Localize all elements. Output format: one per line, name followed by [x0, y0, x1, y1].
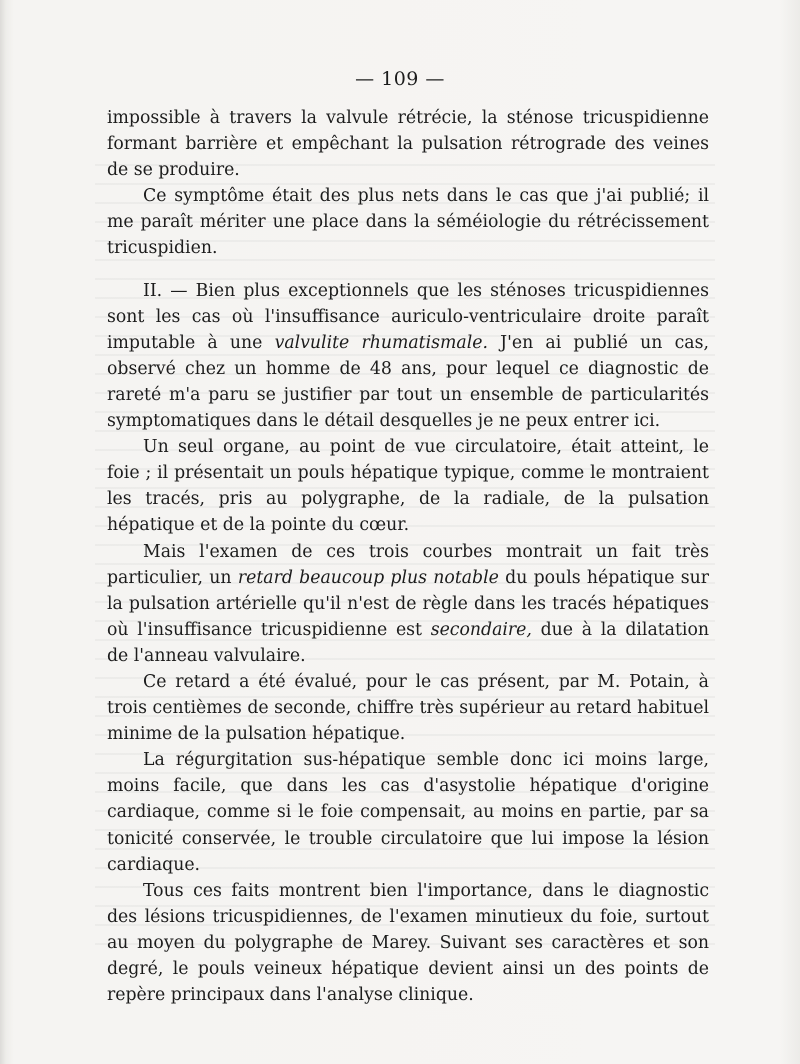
- paragraph-p1: [107, 105, 709, 183]
- paragraph-p3: [107, 278, 709, 435]
- paragraph-p7: [107, 747, 709, 877]
- text-run: Un seul organe, au point de vue circulatoire, était atteint, le foie ; il présentait un pouls hépatique typique, comme le montraient les tracés, pris au polygraphe, de la radiale, de la pulsation hépatique et de la pointe du cœur.: [107, 437, 709, 536]
- paragraph-p6: [107, 669, 709, 747]
- italic-text-run: valvulite rhumatismale.: [274, 332, 488, 353]
- text-run: Tous ces faits montrent bien l'importance, dans le diagnostic des lésions tricuspidiennes, de l'examen minutieux du foie, surtout au moyen du polygraphe de Marey. Suivant ses caractères et son degré, le pouls veineux hépatique devient ainsi un des points de repère principaux dans l'analyse clinique.: [107, 880, 709, 1006]
- text-run: du pouls hépatique sur la pulsation artérielle qu'il n'est de règle dans les tracés hépatiques où l'insuffisance tricuspidienne est: [107, 567, 710, 640]
- paragraph-p2: [107, 183, 709, 261]
- italic-text-run: secondaire,: [430, 619, 532, 640]
- text-run: II. — Bien plus exceptionnels que les sténoses tricuspidiennes sont les cas où l'insuffisance auriculo-ventriculaire droite paraît imputable à une: [107, 280, 709, 353]
- text-run: due à la dilatation de l'anneau valvulaire.: [107, 619, 709, 666]
- body-text: [107, 105, 709, 1008]
- text-run: Mais l'examen de ces trois courbes montrait un fait très particulier, un: [107, 541, 709, 588]
- text-run: La régurgitation sus-hépatique semble donc ici moins large, moins facile, que dans les cas d'asystolie hépatique d'origine cardiaque, comme si le foie compensait, au moins en partie, par sa tonicité conservée, le trouble circulatoire que lui impose la lésion cardiaque.: [107, 750, 709, 875]
- paragraph-p4: [107, 434, 709, 538]
- text-run: impossible à travers la valvule rétrécie, la sténose tricuspidienne formant barrière et empêchant la pulsation rétrograde des veines de se produire.: [107, 108, 709, 181]
- text-run: Ce symptôme était des plus nets dans le cas que j'ai publié; il me paraît mériter une place dans la séméiologie du rétrécissement tricuspidien.: [107, 186, 709, 259]
- text-run: J'en ai publié un cas, observé chez un homme de 48 ans, pour lequel ce diagnostic de rareté m'a paru se justifier par tout un ensemble de particularités symptomatiques dans le détail desquelles je ne peux entrer ici.: [107, 332, 709, 432]
- italic-text-run: retard beaucoup plus notable: [237, 567, 499, 588]
- page-number: — 109 —: [355, 68, 445, 90]
- paragraph-p5: [107, 539, 709, 669]
- paragraph-p8: [107, 878, 709, 1008]
- text-run: Ce retard a été évalué, pour le cas présent, par M. Potain, à trois centièmes de seconde, chiffre très supérieur au retard habituel minime de la pulsation hépatique.: [107, 671, 709, 745]
